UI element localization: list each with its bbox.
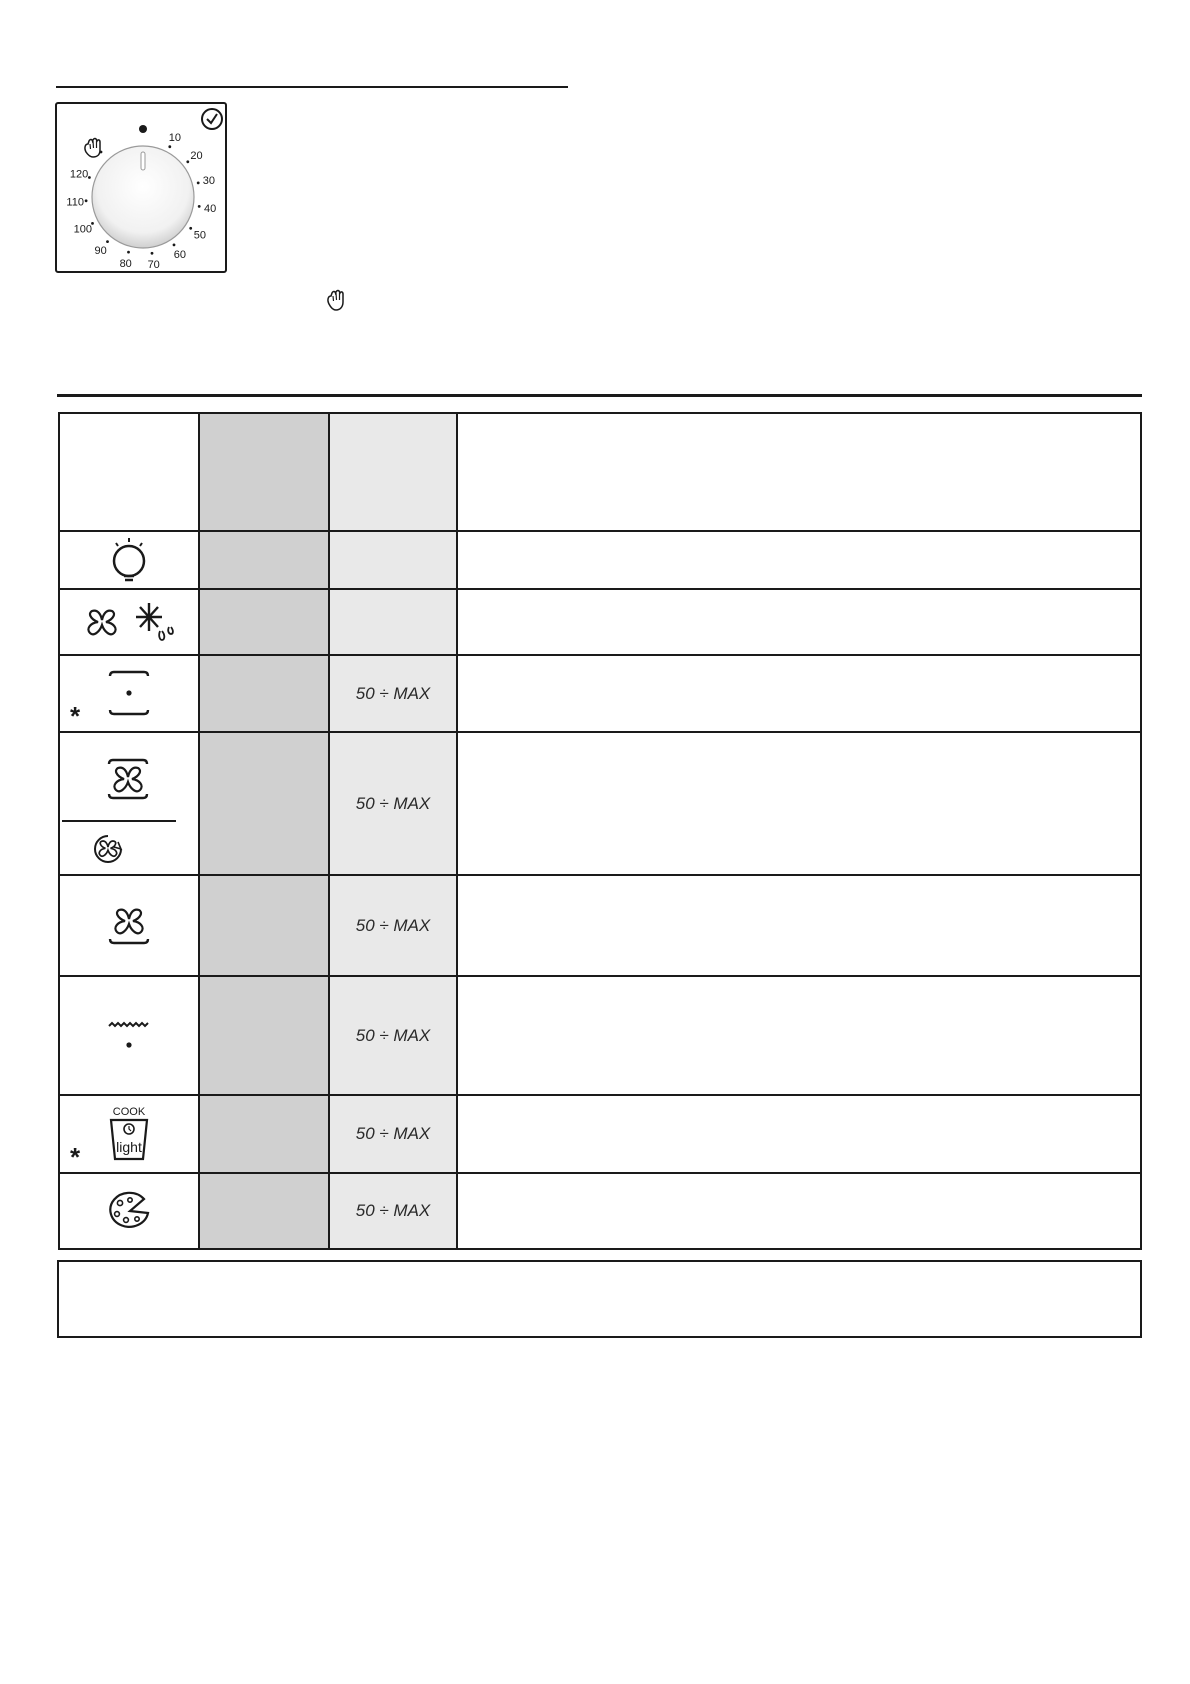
symbol-cell (59, 655, 199, 732)
temperature-range: 50 ÷ MAX (355, 915, 431, 935)
fan-convection-icon (106, 757, 150, 801)
scale-label: 30 (202, 175, 216, 188)
scale-tick (173, 244, 176, 247)
scale-tick (189, 227, 192, 230)
pizza-icon (106, 1191, 152, 1231)
header-symbol-cell (59, 413, 199, 531)
table-row (59, 976, 1141, 1095)
scale-label: 70 (147, 259, 160, 272)
fan-defrost-icon (74, 599, 184, 645)
table-row (59, 589, 1141, 655)
scale-label: 80 (119, 257, 132, 270)
table-row (59, 875, 1141, 976)
hand-icon (85, 139, 100, 158)
scale-label: 20 (190, 150, 203, 162)
cook-label: COOK (112, 1106, 146, 1118)
scale-label: 110 (66, 196, 84, 209)
temperature-range: 50 ÷ MAX (355, 1201, 431, 1220)
oven-functions-table (58, 412, 1142, 1250)
temperature-range: 50 ÷ MAX (355, 793, 431, 813)
asterisk-marker: * (70, 1142, 81, 1172)
symbol-cell (59, 1095, 199, 1173)
temperature-range: 50 ÷ MAX (355, 683, 431, 703)
timer-dial-panel (55, 102, 227, 273)
section-rule (57, 394, 1142, 397)
oven-lamp-icon (107, 536, 151, 584)
top-rule (56, 86, 568, 88)
table-row (59, 732, 1141, 875)
symbol-cell (59, 589, 199, 655)
symbol-cell (59, 1173, 199, 1249)
scale-label: 100 (73, 223, 92, 236)
fan-bottom-heat-icon (107, 905, 151, 947)
temperature-range: 50 ÷ MAX (355, 1124, 431, 1143)
scale-label: 90 (94, 245, 107, 258)
symbol-cell (59, 976, 199, 1095)
table-row (59, 531, 1141, 589)
table-header-row (59, 413, 1141, 531)
header-description-cell (457, 413, 1141, 531)
scale-tick (186, 160, 189, 163)
scale-label: 40 (203, 203, 217, 216)
scale-tick (127, 251, 130, 254)
header-range-cell (329, 413, 457, 531)
scale-label: 10 (168, 132, 182, 144)
cook-light-icon (105, 1105, 153, 1163)
scale-tick (85, 199, 88, 202)
table-row (59, 655, 1141, 732)
top-bottom-heat-icon (106, 670, 152, 718)
symbol-cell (59, 531, 199, 589)
timer-zero-marker (139, 125, 147, 133)
note-box (57, 1260, 1142, 1338)
timer-check-icon (202, 109, 222, 129)
scale-tick (198, 205, 201, 208)
table-row (59, 1173, 1141, 1249)
scale-tick (106, 240, 109, 243)
light-label: light (116, 1139, 142, 1155)
table-row (59, 1095, 1141, 1173)
ring-fan-icon (92, 833, 124, 865)
asterisk-marker: * (70, 701, 81, 731)
temperature-range: 50 ÷ MAX (355, 1025, 431, 1045)
scale-label: 120 (69, 168, 89, 181)
scale-tick (168, 145, 171, 148)
scale-tick (88, 176, 91, 179)
timer-dial[interactable] (57, 104, 229, 275)
symbol-cell (59, 732, 199, 875)
scale-label: 50 (193, 229, 207, 242)
hand-icon (324, 289, 348, 313)
header-gray-cell (199, 413, 329, 531)
scale-tick (151, 252, 154, 255)
symbol-divider (62, 820, 176, 822)
knob-pointer (141, 152, 145, 170)
scale-tick (197, 182, 200, 185)
scale-label: 60 (173, 249, 187, 262)
symbol-cell (59, 875, 199, 976)
grill-icon (106, 1018, 152, 1054)
